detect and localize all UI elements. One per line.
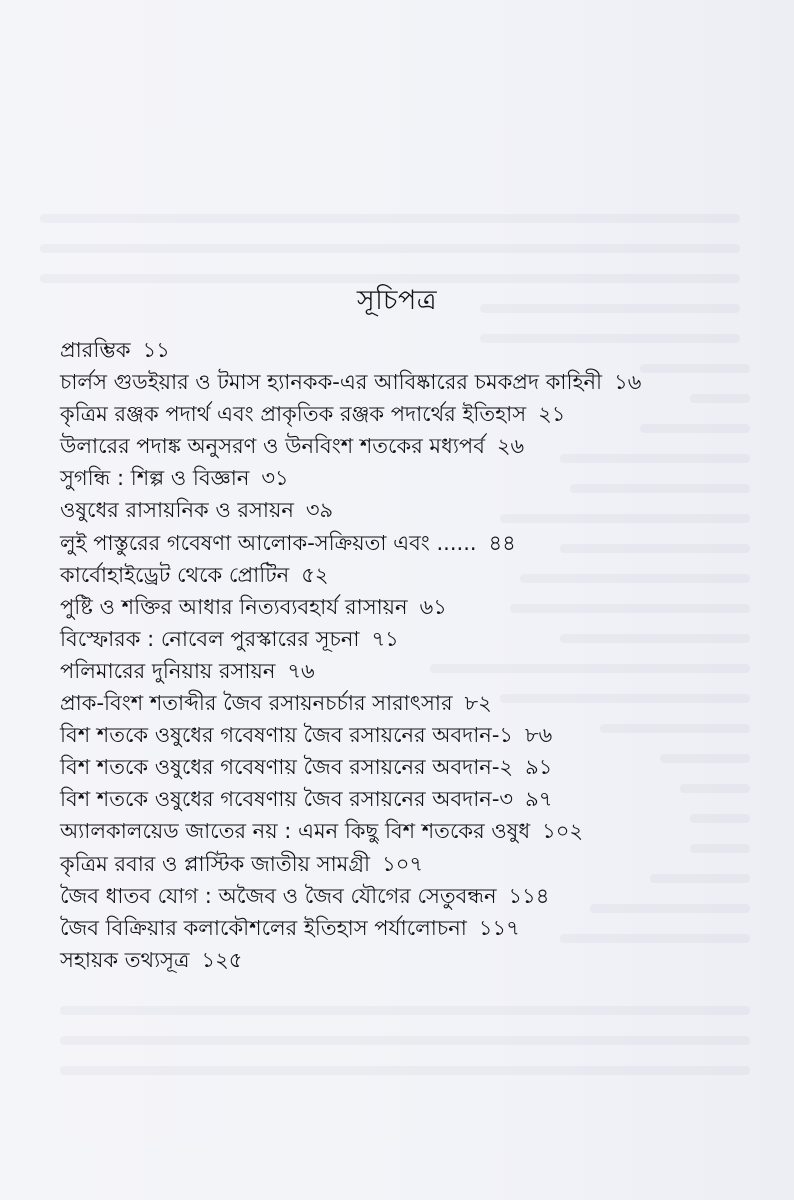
- toc-entry[interactable]: [60, 719, 780, 751]
- toc-entry-page: ৮৬: [525, 723, 553, 748]
- toc-entry-page: ৩১: [261, 466, 289, 491]
- toc-entry[interactable]: [60, 591, 780, 623]
- toc-entry-title: কৃত্রিম রবার ও প্লাস্টিক জাতীয় সামগ্রী: [60, 851, 371, 876]
- toc-entry[interactable]: [60, 398, 780, 430]
- toc-entry-page: ১০২: [542, 819, 584, 844]
- toc-entry-title: বিশ শতকে ওষুধের গবেষণায় জৈব রসায়নের অবদান-৩: [60, 787, 514, 812]
- toc-entry[interactable]: [60, 462, 780, 494]
- toc-entry[interactable]: [60, 527, 780, 559]
- toc-entry[interactable]: [60, 751, 780, 783]
- toc-entry-title: উলারের পদাঙ্ক অনুসরণ ও উনবিংশ শতকের মধ্যপর্ব: [60, 434, 485, 459]
- toc-entry-page: ১১৭: [478, 915, 520, 940]
- toc-entry[interactable]: [60, 430, 780, 462]
- toc-entry-page: ২৬: [496, 434, 525, 459]
- toc-entry-page: ১০৭: [382, 851, 424, 876]
- toc-entry[interactable]: [60, 912, 780, 944]
- toc-entry[interactable]: [60, 687, 780, 719]
- toc-entry-title: বিশ শতকে ওষুধের গবেষণায় জৈব রসায়নের অবদান-২: [60, 755, 514, 780]
- toc-entry-title: কৃত্রিম রঞ্জক পদার্থ এবং প্রাকৃতিক রঞ্জক পদার্থের ইতিহাস: [60, 402, 527, 427]
- table-of-contents: [60, 334, 780, 976]
- toc-entry-page: ১১৪: [508, 883, 550, 908]
- toc-entry[interactable]: [60, 366, 780, 398]
- toc-entry[interactable]: [60, 944, 780, 976]
- toc-entry-page: ১২৫: [201, 947, 243, 972]
- toc-entry-title: জৈব বিক্রিয়ার কলাকৌশলের ইতিহাস পর্যালোচনা: [60, 915, 467, 940]
- toc-entry-title: কার্বোহাইড্রেট থেকে প্রোটিন: [60, 562, 290, 587]
- toc-entry[interactable]: [60, 623, 780, 655]
- toc-entry[interactable]: [60, 880, 780, 912]
- toc-entry-title: বিশ শতকে ওষুধের গবেষণায় জৈব রসায়নের অবদান-১: [60, 723, 514, 748]
- toc-entry-page: ৫২: [301, 562, 329, 587]
- toc-entry-page: ৭৬: [287, 658, 315, 683]
- toc-entry-title: চার্লস গুডইয়ার ও টমাস হ্যানকক-এর আবিষ্কারের চমকপ্রদ কাহিনী: [60, 370, 603, 395]
- toc-entry-page: ৯১: [525, 755, 553, 780]
- toc-entry[interactable]: [60, 655, 780, 687]
- toc-entry-title: পুষ্টি ও শক্তির আধার নিত্যব্যবহার্য রাসায়ন: [60, 594, 408, 619]
- toc-entry[interactable]: [60, 783, 780, 815]
- toc-entry[interactable]: [60, 848, 780, 880]
- toc-entry-page: ৩৯: [305, 498, 334, 523]
- toc-entry-title: সুগন্ধি : শিল্প ও বিজ্ঞান: [60, 466, 250, 491]
- toc-entry[interactable]: [60, 334, 780, 366]
- toc-entry-page: ৯৭: [525, 787, 553, 812]
- toc-entry-title: প্রারম্ভিক: [60, 338, 131, 362]
- toc-entry-page: ১৬: [614, 370, 642, 395]
- toc-entry-page: ১১: [142, 338, 170, 362]
- toc-entry-page: ৪৪: [488, 530, 516, 555]
- toc-entry-title: পলিমারের দুনিয়ায় রসায়ন: [60, 658, 276, 683]
- toc-entry-title: অ্যালকালয়েড জাতের নয় : এমন কিছু বিশ শতকের ওষুধ: [60, 819, 531, 844]
- toc-entry-page: ৭১: [371, 626, 399, 651]
- toc-entry[interactable]: [60, 559, 780, 591]
- toc-entry-page: ৮২: [464, 691, 492, 716]
- toc-entry-title: বিস্ফোরক : নোবেল পুরস্কারের সূচনা: [60, 626, 360, 651]
- toc-entry-title: ওষুধের রাসায়নিক ও রসায়ন: [60, 498, 294, 523]
- toc-entry-title: জৈব ধাতব যোগ : অজৈব ও জৈব যৌগের সেতুবন্ধন: [60, 883, 497, 908]
- toc-entry-page: ৬১: [419, 594, 447, 619]
- toc-entry-page: ২১: [538, 402, 566, 427]
- toc-entry[interactable]: [60, 815, 780, 847]
- toc-entry-title: প্রাক-বিংশ শতাব্দীর জৈব রসায়নচর্চার সারাৎসার: [60, 691, 453, 716]
- toc-entry-title: সহায়ক তথ্যসূত্র: [60, 947, 190, 972]
- page-title: সূচিপত্র: [356, 285, 438, 316]
- toc-entry[interactable]: [60, 494, 780, 526]
- toc-entry-title: লুই পাস্তুরের গবেষণা আলোক-সক্রিয়তা এবং ......: [60, 530, 477, 555]
